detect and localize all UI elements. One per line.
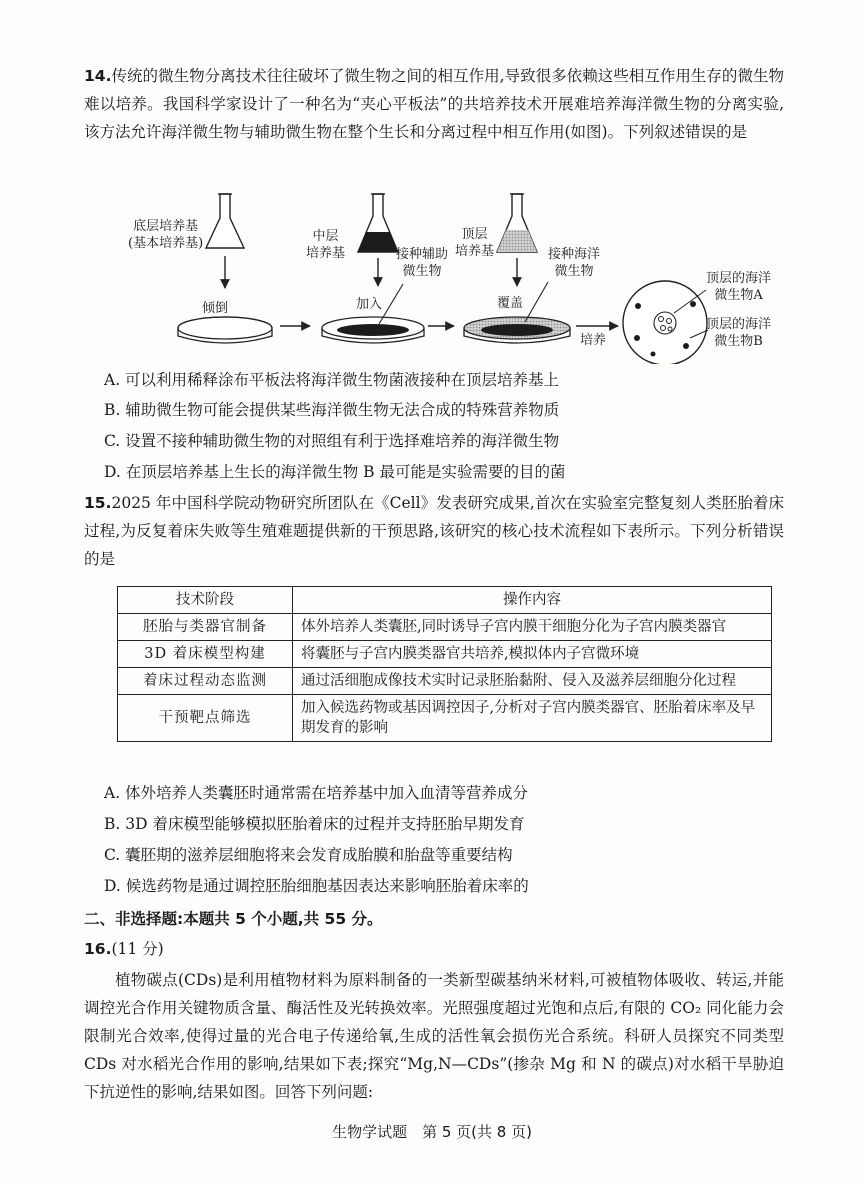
label-top-medium: 顶层 培养基 <box>455 227 495 259</box>
table-cell-operation: 将囊胚与子宫内膜类器官共培养,模拟体内子宫微环境 <box>293 641 772 668</box>
label-bottom-medium: 底层培养基 (基本培养基) <box>128 219 204 251</box>
label-pour: 倾倒 <box>202 301 229 316</box>
q16-number: 16. <box>84 940 112 958</box>
q14-option-b: B. 辅助微生物可能会提供某些海洋微生物无法合成的特殊营养物质 <box>104 401 560 419</box>
table-header: 技术阶段 <box>118 587 293 614</box>
table-cell-stage: 胚胎与类器官制备 <box>118 614 293 641</box>
section-title: 二、非选择题:本题共 5 个小题,共 55 分。 <box>84 910 383 928</box>
q15-stem <box>84 489 784 573</box>
table-header-row <box>118 587 772 614</box>
flask-middle-medium-icon <box>358 194 398 252</box>
q15-option-a: A. 体外培养人类囊胚时通常需在培养基中加入血清等营养成分 <box>104 784 529 802</box>
q16-paragraph: 植物碳点(CDs)是利用植物材料为原料制备的一类新型碳基纳米材料,可被植物体吸收、转运,并能调控光合作用关键物质含量、酶活性及光转换效率。光照强度超过光饱和点后,有限的 CO₂ 同化能力会限制光合效率,使得过量的光合电子传递给氧,生成的活性氧会损伤光合系统。科研人员探究不同类型 CDs 对水稻光合作用的影响,结果如下表;探究“Mg,N—CDs”(掺杂 Mg 和 N 的碳点)对水稻干旱胁迫下抗逆性的影响,结果如图。回答下列问题: <box>84 971 784 1101</box>
q15-option-b: B. 3D 着床模型能够模拟胚胎着床的过程并支持胚胎早期发育 <box>104 815 525 833</box>
label-add: 加入 <box>356 297 383 312</box>
petri-dish-2-icon <box>322 317 424 343</box>
table-cell-operation: 加入候选药物或基因调控因子,分析对子宫内膜类器官、胚胎着床率及早期发育的影响 <box>293 695 772 742</box>
q16-header <box>84 935 784 963</box>
table-row <box>118 668 772 695</box>
q14-number: 14. <box>84 67 112 85</box>
q16-score: (11 分) <box>111 940 164 958</box>
sandwich-plate-diagram <box>100 188 820 364</box>
label-marine-a: 顶层的海洋 微生物A <box>706 271 772 303</box>
q15-option-c: C. 囊胚期的滋养层细胞将来会发育成胎膜和胎盘等重要结构 <box>104 846 513 864</box>
flask-bottom-medium-icon <box>206 194 244 248</box>
q15-option-d: D. 候选药物是通过调控胚胎细胞基因表达来影响胚胎着床率的 <box>104 877 529 895</box>
label-inoculate-helper: 接种辅助 微生物 <box>396 247 449 279</box>
table-row <box>118 695 772 742</box>
table-cell-stage: 3D 着床模型构建 <box>118 641 293 668</box>
table-cell-stage: 干预靶点筛选 <box>118 695 293 742</box>
table-row <box>118 614 772 641</box>
page-footer: 生物学试题 第 5 页(共 8 页) <box>332 1123 532 1141</box>
table-row <box>118 641 772 668</box>
table-cell-operation: 通过活细胞成像技术实时记录胚胎黏附、侵入及滋养层细胞分化过程 <box>293 668 772 695</box>
q15-stem-text: 2025 年中国科学院动物研究所团队在《Cell》发表研究成果,首次在实验室完整复刻人类胚胎着床过程,为反复着床失败等生殖难题提供新的干预思路,该研究的核心技术流程如下表所示。下列分析错误的是 <box>84 494 784 568</box>
label-culture: 培养 <box>580 333 607 348</box>
q14-option-a: A. 可以利用稀释涂布平板法将海洋微生物菌液接种在顶层培养基上 <box>104 371 560 389</box>
label-marine-b: 顶层的海洋 微生物B <box>706 317 772 349</box>
petri-dish-1-icon <box>178 317 272 343</box>
table-cell-operation: 体外培养人类囊胚,同时诱导子宫内膜干细胞分化为子宫内膜类器官 <box>293 614 772 641</box>
petri-dish-3-icon <box>464 317 570 343</box>
result-plate-icon <box>623 281 707 364</box>
tech-process-table <box>117 586 772 742</box>
flask-top-medium-icon <box>497 194 537 252</box>
q14-option-c: C. 设置不接种辅助微生物的对照组有利于选择难培养的海洋微生物 <box>104 432 560 450</box>
q14-stem-text: 传统的微生物分离技术往往破坏了微生物之间的相互作用,导致很多依赖这些相互作用生存的微生物难以培养。我国科学家设计了一种名为“夹心平板法”的共培养技术开展难培养海洋微生物的分离实验,该方法允许海洋微生物与辅助微生物在整个生长和分离过程中相互作用(如图)。下列叙述错误的是 <box>84 67 784 141</box>
label-middle-medium: 中层 培养基 <box>306 229 346 261</box>
label-cover: 覆盖 <box>497 296 524 311</box>
label-inoculate-marine: 接种海洋 微生物 <box>548 247 601 279</box>
q14-stem <box>84 62 784 146</box>
q15-number: 15. <box>84 494 112 512</box>
table-header: 操作内容 <box>293 587 772 614</box>
q14-option-d: D. 在顶层培养基上生长的海洋微生物 B 最可能是实验需要的目的菌 <box>104 463 566 481</box>
table-cell-stage: 着床过程动态监测 <box>118 668 293 695</box>
